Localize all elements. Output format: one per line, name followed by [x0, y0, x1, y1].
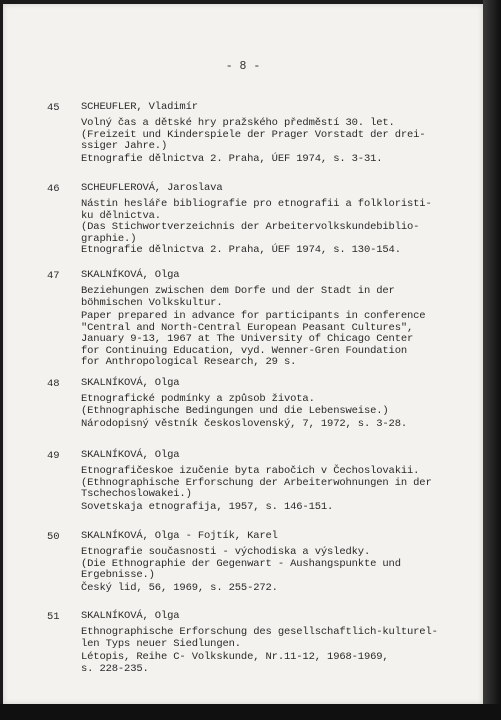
entry-author: SKALNÍKOVÁ, Olga: [81, 610, 180, 622]
entry-source: Český lid, 56, 1969, s. 255-272.: [81, 582, 278, 594]
entry-number: 48: [47, 378, 60, 390]
entry-title: Volný čas a dětské hry pražského předměstí 30. let. (Freizeit und Kinderspiele der Prager Vorstadt der drei- ssiger Jahre.): [81, 117, 426, 152]
entry-number: 49: [47, 450, 60, 462]
entry-author: SCHEUFLEROVÁ, Jaroslava: [81, 182, 223, 194]
entry-source: Sovetskaja etnografija, 1957, s. 146-151.: [81, 501, 334, 513]
page-number: - 8 -: [225, 60, 261, 73]
entry-author: SKALNÍKOVÁ, Olga: [81, 377, 180, 389]
entry-source: Etnografie dělnictva 2. Praha, ÚEF 1974, s. 130-154.: [81, 244, 401, 256]
entry-title: Nástin heslářе bibliografie pro etnografii a folkloristi- ku dělnictva. (Das Stichwortverzeichnis der Arbeitervolkskundebiblio- graphie.): [81, 198, 432, 245]
page-edge-shadow: [483, 0, 501, 720]
entry-title: Beziehungen zwischen dem Dorfe und der Stadt in der böhmischen Volkskultur.: [81, 285, 395, 309]
entry-title: Etnografické podmínky a způsob života. (Ethnographische Bedingungen und die Lebensweise.): [81, 393, 389, 417]
entry-number: 50: [47, 531, 60, 543]
entry-title: Etnografičeskoe izučenie byta rabočich v Čechoslovakii. (Ethnographische Erforschung der Arbeiterwohnungen in der Tschechoslowakei.): [81, 465, 432, 500]
document-page: [3, 4, 483, 704]
entry-author: SKALNÍKOVÁ, Olga: [81, 269, 180, 281]
entry-source: Paper prepared in advance for participants in conference "Central and North-Central European Peasant Cultures", January 9-13, 1967 at The University of Chicago Center for Continuing Education, vyd. Wenner-Gren Foundation for Anthropological Research, 29 s.: [81, 310, 426, 368]
entry-number: 45: [47, 102, 60, 114]
entry-source: Létopis, Reihe C- Volkskunde, Nr.11-12, 1968-1969, s. 228-235.: [81, 651, 389, 675]
entry-source: Etnografie dělnictva 2. Praha, ÚEF 1974, s. 3-31.: [81, 153, 383, 165]
entry-title: Ethnographische Erforschung des gesellschaftlich-kulturel- len Typs neuer Siedlungen.: [81, 626, 438, 650]
entry-number: 47: [47, 270, 60, 282]
entry-number: 46: [47, 183, 60, 195]
entry-author: SKALNÍKOVÁ, Olga: [81, 449, 180, 461]
entry-source: Národopisný věstník československý, 7, 1972, s. 3-28.: [81, 418, 408, 430]
entry-title: Etnografie současnosti - východiska a výsledky. (Die Ethnographie der Gegenwart - Aushangspunkte und Ergebnisse.): [81, 546, 401, 581]
entry-author: SKALNÍKOVÁ, Olga - Fojtík, Karel: [81, 530, 278, 542]
page-bottom-shadow: [0, 704, 501, 720]
entry-author: SCHEUFLER, Vladimír: [81, 101, 198, 113]
entry-number: 51: [47, 611, 60, 623]
